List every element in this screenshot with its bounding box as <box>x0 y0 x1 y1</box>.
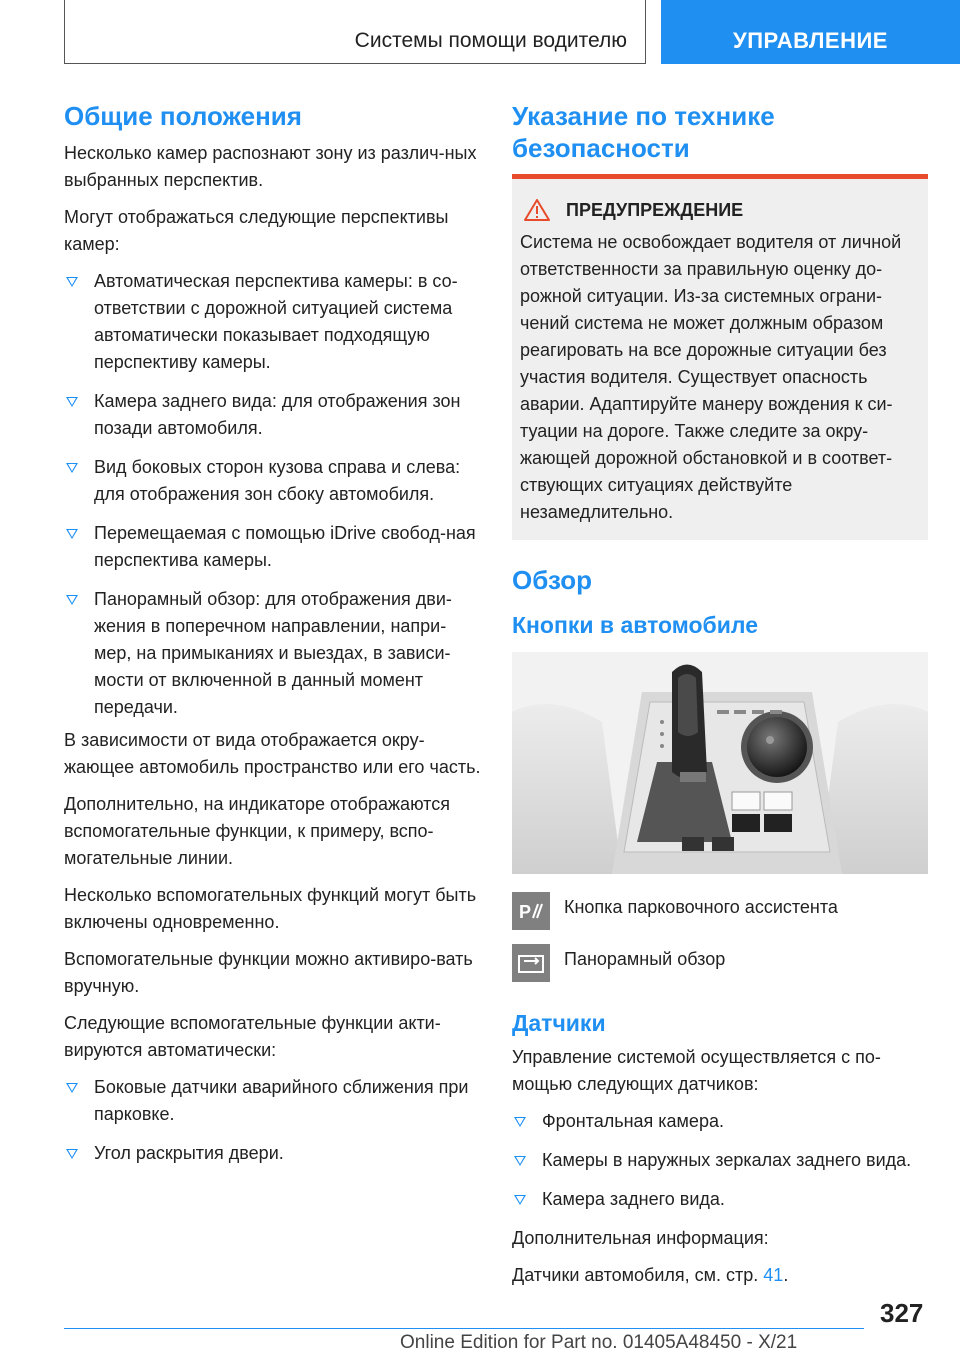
left-column <box>64 100 482 1179</box>
bullet-triangle-icon <box>66 1149 78 1159</box>
paragraph: Управление системой осуществляется с по-мощью следующих датчиков: <box>512 1047 881 1094</box>
paragraph: Вспомогательные функции можно активиро-вать вручную. <box>64 949 473 996</box>
sensors-title: Датчики <box>512 1010 606 1036</box>
list-item: Перемещаемая с помощью iDrive свобод-ная перспектива камеры. <box>64 520 482 574</box>
footer-edition: Online Edition for Part no. 01405A48450 - X/21 <box>400 1332 798 1353</box>
bullet-triangle-icon <box>66 397 78 407</box>
header-chapter-tab[interactable] <box>661 0 960 64</box>
bullet-triangle-icon <box>514 1195 526 1205</box>
list-item: Боковые датчики аварийного сближения при парковке. <box>64 1074 482 1128</box>
paragraph: Дополнительная информация: <box>512 1228 769 1248</box>
reference-text: Датчики автомобиля, см. стр. <box>512 1265 759 1285</box>
list-item: Камера заднего вида: для отображения зон позади автомобиля. <box>64 388 482 442</box>
list-item: Камера заднего вида. <box>512 1186 928 1213</box>
list-item: Угол раскрытия двери. <box>64 1140 482 1167</box>
general-title: Общие положения <box>64 101 302 131</box>
paragraph: Несколько вспомогательных функций могут быть включены одновременно. <box>64 885 477 932</box>
panorama-view-icon <box>512 944 550 982</box>
list-item: Панорамный обзор: для отображения дви-жения в поперечном направлении, напри-мер, на примыканиях и выездах, в зависи-мости от включенной в данный момент передачи. <box>64 586 482 721</box>
legend-row <box>512 944 928 982</box>
bullet-triangle-icon <box>66 529 78 539</box>
center-console-photo <box>512 652 928 874</box>
paragraph: В зависимости от вида отображается окру-жающее автомобиль пространство или его часть. <box>64 730 481 777</box>
right-column <box>512 100 928 1299</box>
page-reference-link[interactable]: 41 <box>763 1265 784 1285</box>
page-number: 327 <box>880 1298 924 1328</box>
legend-label: Кнопка парковочного ассистента <box>564 897 838 917</box>
list-item: Автоматическая перспектива камеры: в со-ответствии с дорожной ситуацией система автоматически показывает подходящую перспективу камеры. <box>64 268 482 376</box>
paragraph: Несколько камер распознают зону из различ-ных выбранных перспектив. <box>64 143 477 190</box>
warning-text: Система не освобождает водителя от личной ответственности за правильную оценку до-рожной ситуации. Из-за системных ограни-чений система не может должным образом реагировать на все дорожные ситуации без участия водителя. Существует опасность аварии. Адаптируйте манеру вождения к си-туации на дороге. Также следите за окру-жающей дорожной обстановкой и в соответ-ствующих ситуациях действуйте незамедлительно. <box>520 232 902 522</box>
bullet-triangle-icon <box>514 1117 526 1127</box>
legend-label: Панорамный обзор <box>564 949 726 969</box>
parking-assistant-icon <box>512 892 550 930</box>
warning-triangle-icon <box>524 199 550 221</box>
list-item: Фронтальная камера. <box>512 1108 928 1135</box>
auto-functions-list <box>64 1074 482 1167</box>
paragraph: Следующие вспомогательные функции акти-вируются автоматически: <box>64 1013 441 1060</box>
bullet-triangle-icon <box>66 1083 78 1093</box>
list-item: Вид боковых сторон кузова справа и слева: для отображения зон сбоку автомобиля. <box>64 454 482 508</box>
bullet-triangle-icon <box>66 277 78 287</box>
center-console-illustration <box>512 652 928 874</box>
header-section-box <box>64 0 646 64</box>
bullet-triangle-icon <box>66 595 78 605</box>
header-chapter-title: УПРАВЛЕНИЕ <box>733 28 888 53</box>
warning-label: ПРЕДУПРЕЖДЕНИЕ <box>566 199 744 220</box>
safety-title: Указание по технике безопасности <box>512 101 775 163</box>
reference-paragraph: Датчики автомобиля, см. стр. 41. <box>512 1265 789 1285</box>
header-section-title: Системы помощи водителю <box>354 29 627 52</box>
overview-title: Обзор <box>512 565 592 595</box>
paragraph: Дополнительно, на индикаторе отображаются вспомогательные функции, к примеру, вспо-могательные линии. <box>64 794 450 868</box>
sensors-list <box>512 1108 928 1213</box>
bullet-triangle-icon <box>514 1156 526 1166</box>
svg-text:P: P <box>519 902 532 922</box>
legend-row <box>512 892 928 930</box>
perspectives-list <box>64 268 482 721</box>
warning-box <box>512 174 928 540</box>
bullet-triangle-icon <box>66 463 78 473</box>
list-item: Камеры в наружных зеркалах заднего вида. <box>512 1147 928 1174</box>
paragraph: Могут отображаться следующие перспективы камер: <box>64 207 449 254</box>
warning-header <box>524 199 920 221</box>
buttons-title: Кнопки в автомобиле <box>512 612 758 638</box>
footer-divider <box>64 1328 864 1329</box>
